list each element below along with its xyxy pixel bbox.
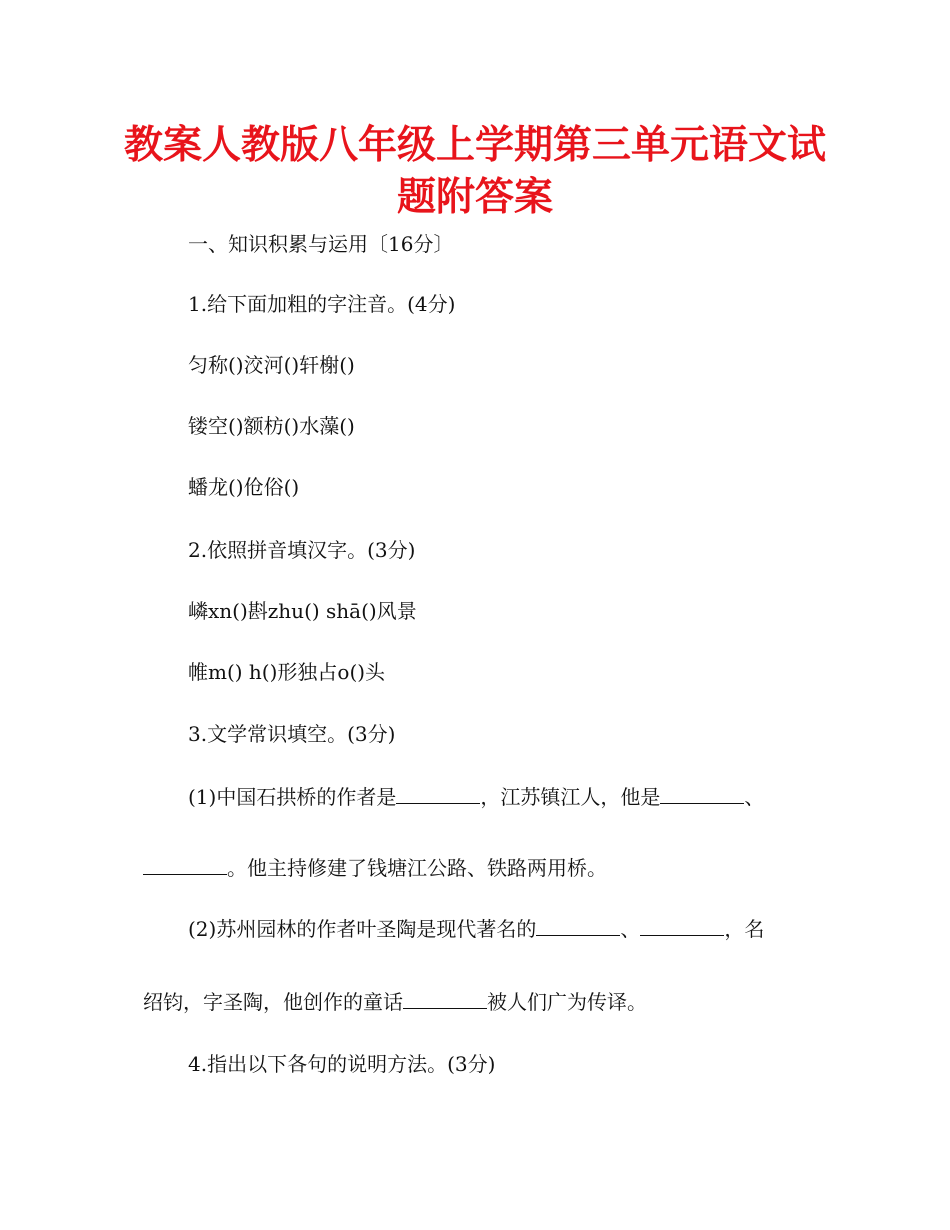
text-segment: 、 [620,917,641,941]
fill-blank [396,785,480,804]
question-3-part-1-line-1 [188,783,764,811]
question-1-row-2: 镂空()额枋()水藻() [188,414,355,438]
question-3-part-2-line-2 [143,988,647,1016]
fill-blank [660,785,744,804]
question-3: 3.文学常识填空。(3分) [188,722,396,746]
text-segment: 被人们广为传译。 [487,990,647,1014]
section-heading: 一、知识积累与运用〔16分〕 [188,232,454,256]
doc-title-line2: 题附答案 [396,175,553,220]
text-segment: (2)苏州园林的作者叶圣陶是现代著名的 [188,917,537,941]
fill-blank [143,856,227,875]
text-segment: 、 [744,785,765,809]
question-2: 2.依照拼音填汉字。(3分) [188,538,416,562]
question-1: 1.给下面加粗的字注音。(4分) [188,292,456,316]
fill-blank [536,917,620,936]
text-segment: ，江苏镇江人，他是 [480,785,661,809]
question-4: 4.指出以下各句的说明方法。(3分) [188,1052,496,1076]
question-3-part-1-line-2 [143,854,607,882]
question-2-row-1: 嶙xn()斟zhu() shā()风景 [188,599,417,623]
question-1-row-1: 匀称()洨河()轩榭() [188,353,355,377]
question-3-part-2-line-1 [188,915,764,943]
text-segment: 绍钧，字圣陶，他创作的童话 [143,990,403,1014]
text-segment: ，名 [724,917,765,941]
text-segment: (1)中国石拱桥的作者是 [188,785,397,809]
question-1-row-3: 蟠龙()伧俗() [188,475,300,499]
fill-blank [640,917,724,936]
text-segment: 。他主持修建了钱塘江公路、铁路两用桥。 [227,856,607,880]
fill-blank [403,990,487,1009]
question-2-row-2: 帷m() h()形独占o()头 [188,660,386,684]
doc-title-line1: 教案人教版八年级上学期第三单元语文试 [123,123,826,168]
